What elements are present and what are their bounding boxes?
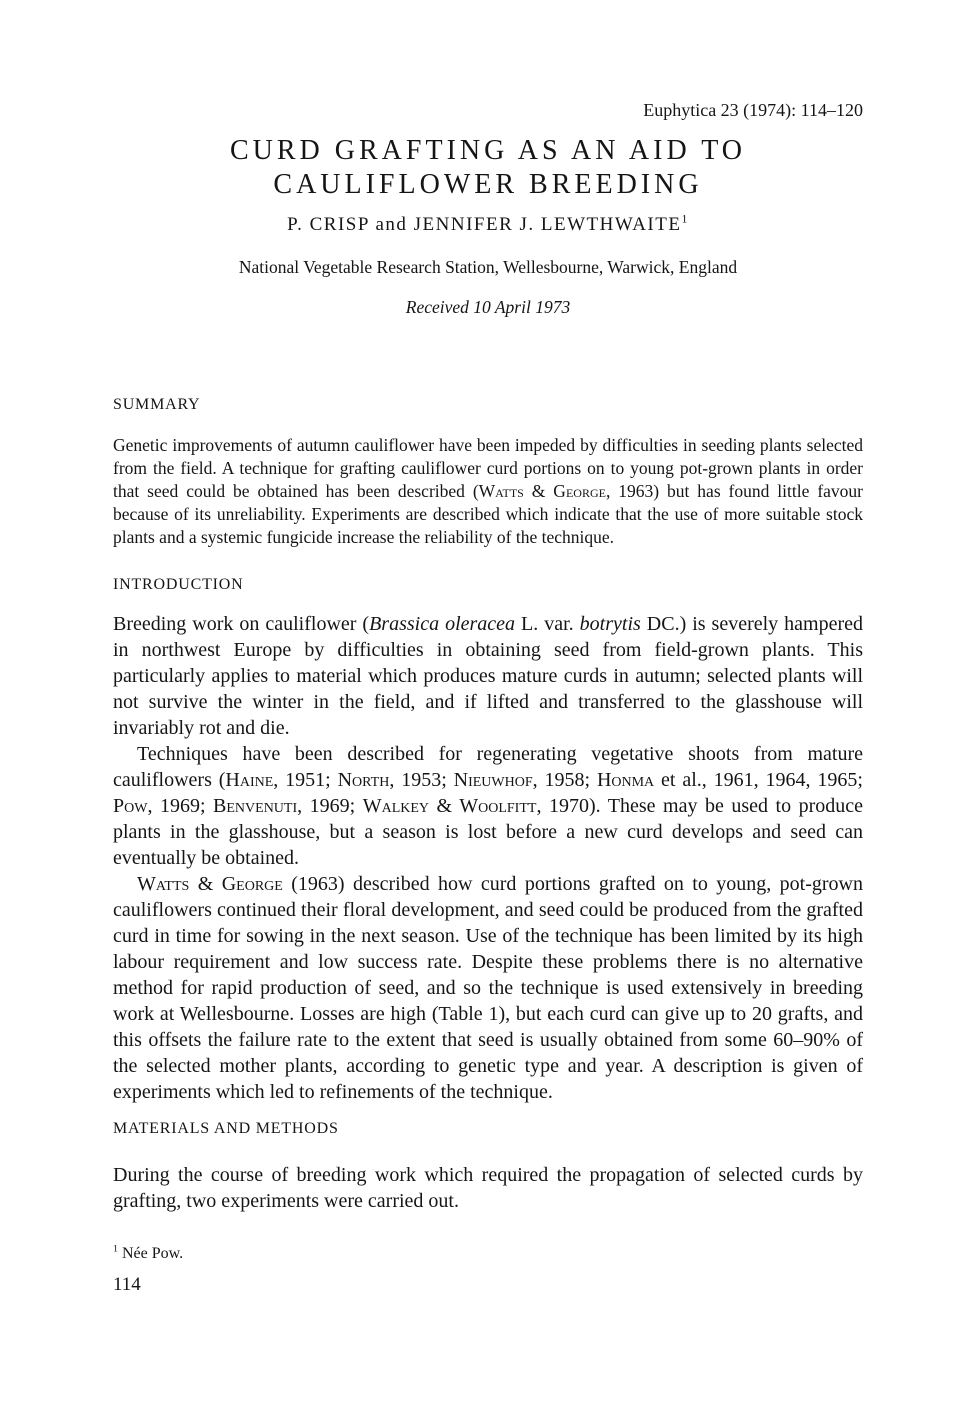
intro-paragraph-3: Watts & George (1963) described how curd portions grafted on to young, pot-grown cauliflowers continued their floral development, and seed could be produced from the grafted curd in time for sowing in the next season. Use of the technique has been limited by its high labour requirement and low success rate. Despite these problems there is no alternative method for rapid production of seed, and so the technique is used extensively in breeding work at Wellesbourne. Losses are high (Table 1), but each curd can give up to 20 grafts, and this offsets the failure rate to the extent that seed is usually obtained from some 60–90% of the selected mother plants, according to genetic type and year. A description is given of experiments which led to refinements of the technique. bbox=[113, 873, 863, 1103]
title-line-2: CAULIFLOWER BREEDING bbox=[273, 169, 703, 200]
methods-paragraph: During the course of breeding work which required the propagation of selected curds by grafting, two experiments were carried out. bbox=[113, 1164, 863, 1212]
footnote: $^1$ Née Pow. bbox=[113, 1243, 184, 1262]
section-heading-introduction: INTRODUCTION bbox=[113, 576, 244, 593]
page-number: 114 bbox=[113, 1274, 141, 1295]
page-content bbox=[113, 0, 863, 1297]
affiliation-line: National Vegetable Research Station, Wellesbourne, Warwick, England bbox=[238, 257, 738, 277]
journal-reference: Euphytica 23 (1974): 114–120 bbox=[643, 100, 863, 120]
received-date-line: Received 10 April 1973 bbox=[405, 297, 571, 317]
summary-paragraph: Genetic improvements of autumn cauliflower have been impeded by difficulties in seeding plants selected from the field. A technique for grafting cauliflower curd portions on to young pot-grown plants in order that seed could be obtained has been described (Watts & George, 1963) but has found little favour because of its unreliability. Experiments are described which indicate that the use of more suitable stock plants and a systemic fungicide increase the reliability of the technique. bbox=[113, 435, 863, 547]
intro-paragraph-1: Breeding work on cauliflower (Brassica oleracea L. var. botrytis DC.) is severely hampered in northwest Europe by difficulties in obtaining seed from field-grown plants. This particularly applies to material which produces mature curds in autumn; selected plants will not survive the winter in the field, and if lifted and transferred to the glasshouse will invariably rot and die. bbox=[113, 613, 864, 739]
paper-title bbox=[113, 134, 863, 202]
title-line-1: CURD GRAFTING AS AN AID TO bbox=[229, 135, 747, 166]
section-heading-materials-methods: MATERIALS AND METHODS bbox=[113, 1120, 339, 1137]
section-heading-summary: SUMMARY bbox=[113, 396, 201, 413]
authors-line: P. CRISP and JENNIFER J. LEWTHWAITE$^1$ bbox=[287, 212, 689, 235]
intro-paragraph-2: Techniques have been described for regenerating vegetative shoots from mature cauliflowers (Haine, 1951; North, 1953; Nieuwhof, 1958; Honma et al., 1961, 1964, 1965; Pow, 1969; Benvenuti, 1969; Walkey & Woolfitt, 1970). These may be used to produce plants in the glasshouse, but a season is lost before a new curd develops and seed can eventually be obtained. bbox=[113, 743, 863, 869]
